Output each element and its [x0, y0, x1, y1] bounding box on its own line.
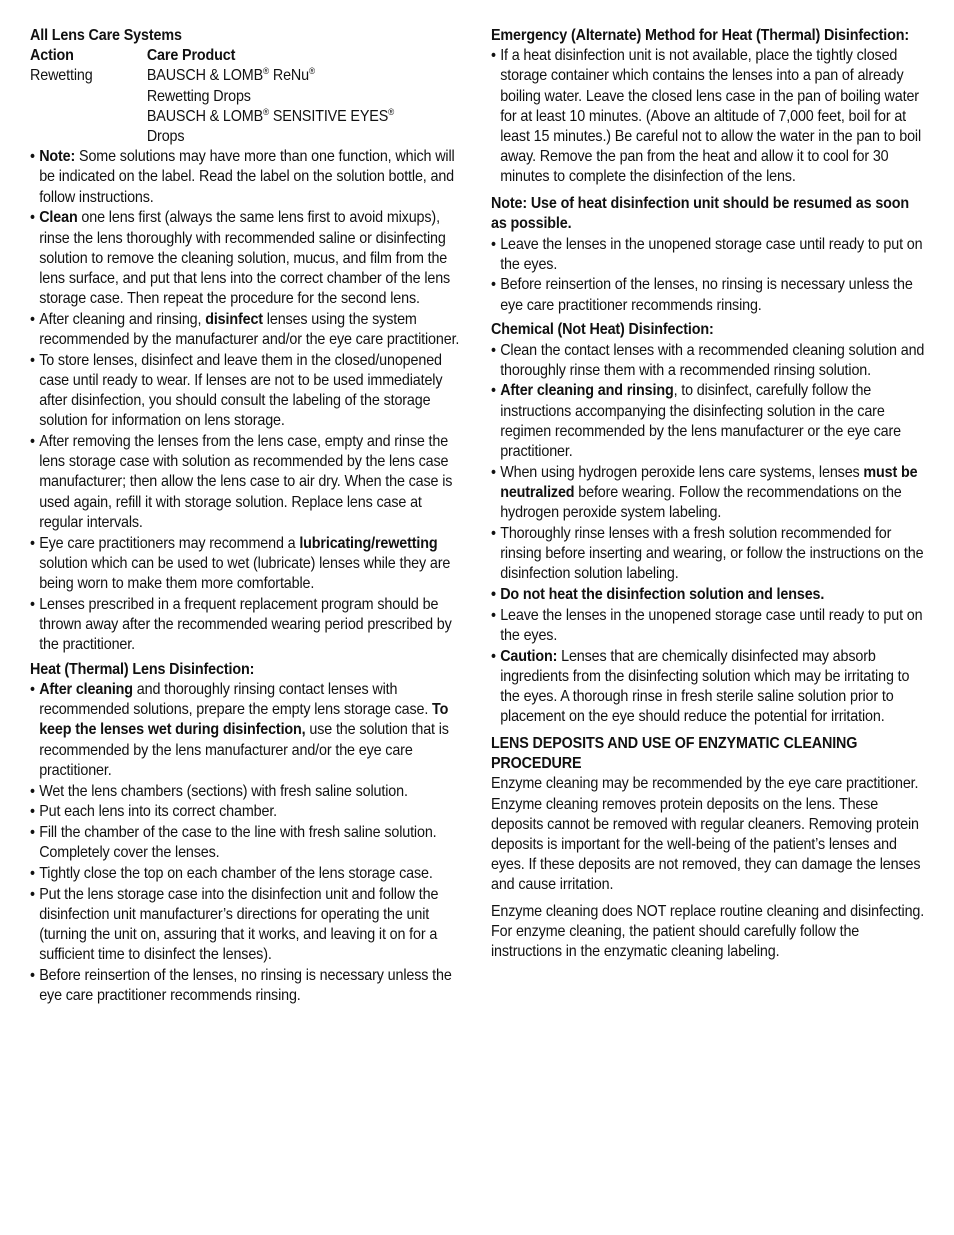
list-item: • Leave the lenses in the unopened storage case until ready to put on the eyes.: [491, 235, 925, 275]
list-item: [30, 208, 462, 309]
product-sensitive-eyes: SENSITIVE EYES: [272, 107, 389, 125]
product-brand: BAUSCH & LOMB: [146, 107, 264, 125]
bold-lead: After cleaning: [39, 681, 133, 698]
item-text: After removing the lenses from the lens case, empty and rinse the lens storage case with solution as recommended by the lens case manufacturer; then allow the lens case to air dry. When the case is used again, refill it with storage solution. Replace lens case at regular intervals.: [39, 433, 453, 531]
row-care-products: [147, 66, 463, 147]
section-title-chemical-disinfection: Chemical (Not Heat) Disinfection:: [491, 321, 714, 339]
list-item: [30, 595, 462, 656]
registered-mark: ®: [263, 66, 269, 77]
product-rewetting-drops: Rewetting Drops: [146, 87, 251, 105]
list-item: • Wet the lens chambers (sections) with fresh saline solution.: [30, 782, 462, 802]
bold-term: must be neutralized: [500, 463, 918, 501]
registered-mark: ®: [263, 106, 269, 117]
item-text: one lens first (always the same lens first to avoid mixups), rinse the lens thoroughly with recommended saline or disinfecting solution to remove the cleaning solution, mucus, and film from the lens surface, and put that lens into the correct chamber of the lens storage case. Then repeat the procedure for the second lens.: [39, 209, 451, 308]
list-item: • Do not heat the disinfection solution and lenses.: [491, 585, 925, 605]
list-item: • Put the lens storage case into the disinfection unit and follow the disinfection unit manufacturer’s directions for operating the unit (turning the unit on, assuring that it works, and leaving it on for a sufficient time to disinfect the lenses).: [30, 885, 462, 966]
product-brand: BAUSCH & LOMB: [146, 67, 264, 85]
list-item: [491, 381, 925, 462]
item-text: To store lenses, disinfect and leave them in the closed/unopened case until ready to wear. If lenses are not to be used immediately after disinfection, you should consult the labeling of the storage solution for information on lens storage.: [39, 351, 443, 430]
list-item: • Put each lens into its correct chamber.: [30, 802, 462, 822]
item-text: use the solution that is recommended by the lens manufacturer and/or the eye care practitioner.: [39, 721, 449, 779]
list-item: • If a heat disinfection unit is not available, place the tightly closed storage container which contains the lenses into a pan of already boiling water. Leave the closed lens case in the pan of boiling water for at least 10 minutes. (Above an altitude of 7,000 feet, boil for at least 15 minutes.) Be careful not to allow the water in the pan to boil away. Remove the pan from the heat and allow it to cool for 30 minutes to complete the disinfection of the lens.: [491, 46, 925, 187]
left-column: [30, 26, 462, 1007]
care-table-header: [30, 46, 462, 66]
registered-mark: ®: [388, 106, 395, 117]
bold-term: lubricating/rewetting: [299, 534, 438, 552]
heat-resume-note: Note: Use of heat disinfection unit should be resumed as soon as possible.: [491, 195, 910, 233]
item-text: and thoroughly rinsing contact lenses with recommended solutions, prepare the empty lens storage case.: [39, 681, 433, 719]
header-care-product: Care Product: [146, 47, 236, 65]
bold-lead: Clean: [39, 209, 78, 227]
chemical-bullet-list: [491, 341, 925, 728]
item-text: lenses using the system recommended by the manufacturer and/or the eye care practitioner.: [39, 310, 460, 349]
product-drops: Drops: [146, 128, 185, 146]
care-table-row: [30, 66, 462, 147]
enzyme-paragraph-1: Enzyme cleaning may be recommended by the eye care practitioner. Enzyme cleaning removes protein deposits on the lens. These deposits cannot be removed with regular cleaners. Removing protein deposits is important for the well-being of the patient’s lenses and eyes. If these deposits are not removed, they can damage the lenses and cause irritation.: [491, 775, 921, 894]
section-title-all-lens-care: All Lens Care Systems: [30, 27, 182, 44]
list-item: [491, 647, 925, 728]
item-text: , to disinfect, carefully follow the instructions accompanying the disinfecting solution in the care regimen recommended by the lens manufacturer or the eye care practitioner.: [500, 382, 902, 461]
item-text: solution which can be used to wet (lubricate) lenses while they are being worn to make them more comfortable.: [39, 554, 451, 592]
product-renu: ReNu: [272, 67, 309, 85]
row-action-rewetting: Rewetting: [30, 67, 93, 85]
list-item: • Clean the contact lenses with a recommended cleaning solution and thoroughly rinse them with a recommended rinsing solution.: [491, 341, 925, 381]
list-item: • Fill the chamber of the case to the line with fresh saline solution. Completely cover the lenses.: [30, 823, 462, 863]
item-text: When using hydrogen peroxide lens care systems, lenses: [500, 463, 864, 481]
list-item: [30, 680, 462, 781]
care-bullet-list: [30, 147, 462, 655]
item-text: Lenses that are chemically disinfected may absorb ingredients from the disinfecting solution which may be irritating to the eyes. A thorough rinse in fresh sterile saline solution prior to placement on the eye should reduce the potential for irritation.: [500, 647, 910, 726]
bold-term: disinfect: [205, 310, 263, 328]
item-text: before wearing. Follow the recommendations on the hydrogen peroxide system labeling.: [500, 483, 902, 522]
list-item: • Before reinsertion of the lenses, no rinsing is necessary unless the eye care practitioner recommends rinsing.: [30, 966, 462, 1006]
list-item: • Thoroughly rinse lenses with a fresh solution recommended for rinsing before inserting and wearing, or follow the instructions on the disinfection solution labeling.: [491, 524, 925, 585]
list-item: [30, 310, 462, 350]
list-item: • Tightly close the top on each chamber of the lens storage case.: [30, 864, 462, 884]
list-item: [491, 463, 925, 524]
item-text: After cleaning and rinsing,: [39, 310, 206, 328]
section-title-enzymatic-cleaning: LENS DEPOSITS AND USE OF ENZYMATIC CLEANING PROCEDURE: [491, 734, 858, 773]
list-item: [30, 351, 462, 432]
list-item: • Leave the lenses in the unopened storage case until ready to put on the eyes.: [491, 606, 925, 646]
heat-bullet-list: [30, 680, 462, 1006]
bold-lead: Caution:: [500, 647, 558, 665]
list-item: [30, 534, 462, 595]
list-item: [30, 432, 462, 533]
note-bullet-list: [491, 235, 925, 316]
bold-term: To keep the lenses wet during disinfection,: [39, 701, 449, 739]
bold-lead: Note:: [39, 148, 76, 166]
header-action: Action: [30, 47, 74, 65]
section-title-heat-disinfection: Heat (Thermal) Lens Disinfection:: [30, 660, 255, 678]
list-item: • Before reinsertion of the lenses, no rinsing is necessary unless the eye care practitioner recommends rinsing.: [491, 275, 925, 315]
emergency-bullet-list: [491, 46, 925, 187]
enzyme-paragraph-2: Enzyme cleaning does NOT replace routine cleaning and disinfecting. For enzyme cleaning, the patient should carefully follow the instructions in the enzymatic cleaning labeling.: [491, 902, 925, 960]
list-item: [30, 147, 462, 208]
item-text: Eye care practitioners may recommend a: [39, 534, 300, 552]
item-text: Lenses prescribed in a frequent replacement program should be thrown away after the recommended wearing period prescribed by the practitioner.: [39, 595, 452, 654]
section-title-emergency-method: Emergency (Alternate) Method for Heat (Thermal) Disinfection:: [491, 27, 910, 44]
right-column: [491, 26, 925, 962]
registered-mark: ®: [308, 66, 315, 77]
bold-lead: After cleaning and rinsing: [500, 382, 674, 400]
item-text: Some solutions may have more than one function, which will be indicated on the label. Read the label on the solution bottle, and follow instructions.: [39, 148, 455, 206]
